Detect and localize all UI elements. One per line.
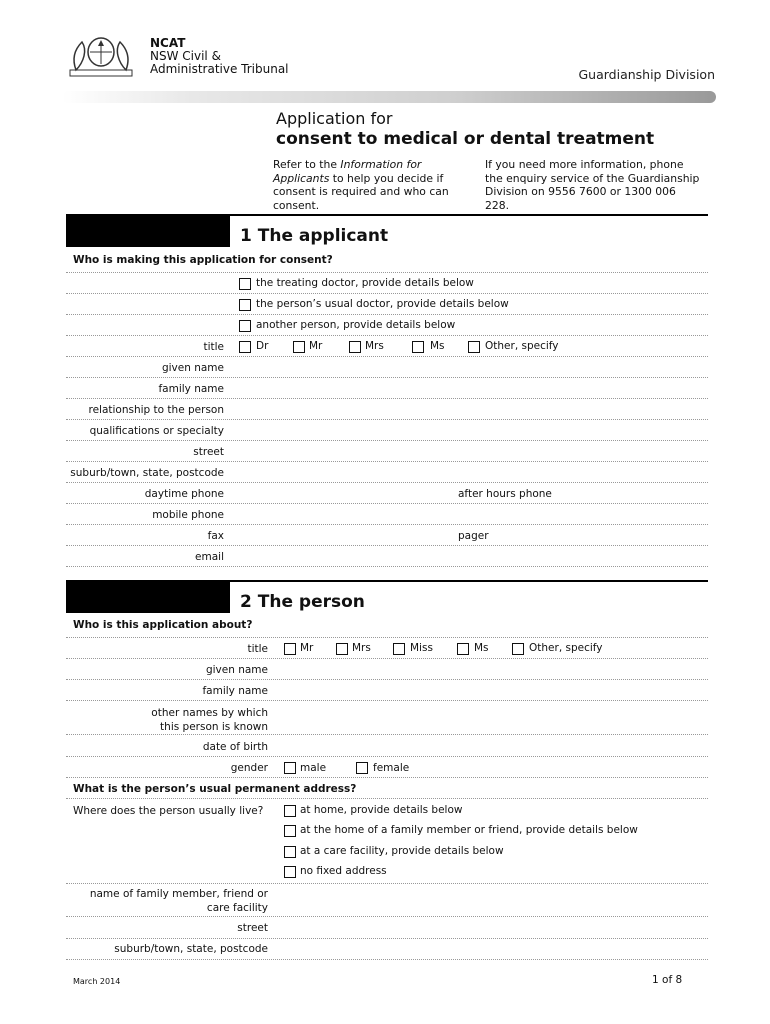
after-hours-phone-label: after hours phone (458, 488, 552, 500)
org-line3: Administrative Tribunal (150, 62, 289, 76)
option-usual-doctor-checkbox[interactable] (239, 299, 251, 311)
field-label: gender (230, 762, 268, 774)
refer-post: to help you decide if consent is required and who can consent. (273, 171, 449, 212)
row-title (66, 335, 708, 357)
title-option-label: Dr (256, 340, 269, 352)
gender-option-label: female (373, 762, 410, 774)
section2-title: 2 The person (240, 592, 365, 612)
org-name (150, 37, 289, 76)
pager-label: pager (458, 530, 489, 542)
live-at-home-checkbox[interactable] (284, 805, 296, 817)
gender-male-checkbox[interactable] (284, 762, 296, 774)
doc-title-line2: consent to medical or dental treatment (276, 129, 655, 149)
live-option-label: no fixed address (300, 865, 387, 877)
field-label: family name (158, 383, 224, 395)
row-person-given-name[interactable] (66, 658, 708, 680)
title-option-label: Miss (410, 642, 433, 654)
gender-female-checkbox[interactable] (356, 762, 368, 774)
title-option-label: Ms (430, 340, 445, 352)
row-other-names[interactable] (66, 700, 708, 735)
person-title-mrs-checkbox[interactable] (336, 643, 348, 655)
nsw-crest-logo (66, 30, 136, 80)
row-street[interactable] (66, 440, 708, 462)
section1-marker (66, 214, 230, 247)
gender-option-label: male (300, 762, 327, 774)
other-names-line2: this person is known (160, 721, 268, 733)
row-person-suburb[interactable] (66, 938, 708, 960)
title-label: title (203, 341, 224, 353)
row-person-title (66, 637, 708, 659)
field-label: qualifications or specialty (89, 425, 224, 437)
title-ms-checkbox[interactable] (412, 341, 424, 353)
field-label: mobile phone (152, 509, 224, 521)
refer-pre: Refer to the (273, 158, 341, 171)
row-q2 (66, 616, 708, 638)
refer-italic: Information for Applicants (273, 158, 422, 185)
field-label: fax (207, 530, 224, 542)
row-fax[interactable] (66, 524, 708, 546)
footer-date: March 2014 (73, 977, 121, 986)
field-label: email (195, 551, 224, 563)
field-label (151, 706, 268, 734)
field-label: family name (202, 685, 268, 697)
option-label: another person, provide details below (256, 319, 456, 331)
page-number: 1 of 8 (652, 974, 683, 986)
field-label: street (237, 922, 268, 934)
row-given-name[interactable] (66, 356, 708, 378)
live-option-label: at home, provide details below (300, 804, 463, 816)
title-mr-checkbox[interactable] (293, 341, 305, 353)
field-label: daytime phone (144, 488, 224, 500)
row-qualifications[interactable] (66, 419, 708, 441)
field-label: date of birth (202, 741, 268, 753)
title-label: title (247, 643, 268, 655)
row-option-2 (66, 293, 708, 315)
row-relationship[interactable] (66, 398, 708, 420)
section1-title: 1 The applicant (240, 226, 389, 246)
facility-line1: name of family member, friend or (89, 888, 268, 900)
row-mobile-phone[interactable] (66, 503, 708, 525)
row-family-name[interactable] (66, 377, 708, 399)
row-gender (66, 756, 708, 778)
field-label: given name (205, 664, 268, 676)
option-label: the treating doctor, provide details below (256, 277, 474, 289)
person-title-other-checkbox[interactable] (512, 643, 524, 655)
title-option-label: Ms (474, 642, 489, 654)
field-label: given name (161, 362, 224, 374)
live-options-block (66, 798, 708, 884)
live-option-label: at a care facility, provide details below (300, 845, 504, 857)
person-title-ms-checkbox[interactable] (457, 643, 469, 655)
row-facility-name[interactable] (66, 884, 708, 917)
title-option-label: Other, specify (529, 642, 603, 654)
org-short: NCAT (150, 36, 186, 50)
person-title-mr-checkbox[interactable] (284, 643, 296, 655)
option-label: the person’s usual doctor, provide details below (256, 298, 509, 310)
row-q1 (66, 251, 708, 273)
field-label: relationship to the person (88, 404, 224, 416)
section2-question: Who is this application about? (73, 619, 253, 631)
row-dob[interactable] (66, 735, 708, 757)
refer-text (273, 158, 463, 212)
title-option-label: Mrs (365, 340, 384, 352)
org-line2: NSW Civil & (150, 49, 221, 63)
field-label (90, 887, 268, 915)
more-info-text: If you need more information, phone the enquiry service of the Guardianship Division on 9556 7600 or 1300 006 228. (485, 158, 700, 212)
other-names-line1: other names by which (151, 707, 268, 719)
section1-question: Who is making this application for consent? (73, 254, 333, 266)
field-label: suburb/town, state, postcode (114, 943, 268, 955)
row-person-family-name[interactable] (66, 679, 708, 701)
row-email[interactable] (66, 545, 708, 567)
address-question: What is the person’s usual permanent address? (73, 783, 357, 795)
live-option-label: at the home of a family member or friend, provide details below (300, 824, 638, 836)
person-title-miss-checkbox[interactable] (393, 643, 405, 655)
field-label: suburb/town, state, postcode (70, 467, 224, 479)
option-treating-doctor-checkbox[interactable] (239, 278, 251, 290)
facility-line2: care facility (206, 902, 268, 914)
row-person-street[interactable] (66, 917, 708, 939)
row-option-3 (66, 314, 708, 336)
title-option-label: Mr (300, 642, 314, 654)
title-option-label: Mrs (352, 642, 371, 654)
doc-title-line1: Application for (276, 109, 393, 128)
division-name: Guardianship Division (578, 67, 715, 82)
title-option-label: Mr (309, 340, 323, 352)
row-daytime-phone[interactable] (66, 482, 708, 504)
title-other-checkbox[interactable] (468, 341, 480, 353)
section2-marker (66, 580, 230, 613)
field-label: street (193, 446, 224, 458)
title-dr-checkbox[interactable] (239, 341, 251, 353)
option-another-person-checkbox[interactable] (239, 320, 251, 332)
row-address-question (66, 777, 708, 799)
row-option-1 (66, 272, 708, 294)
live-family-home-checkbox[interactable] (284, 825, 296, 837)
live-care-facility-checkbox[interactable] (284, 846, 296, 858)
title-option-label: Other, specify (485, 340, 559, 352)
where-lives-label: Where does the person usually live? (73, 805, 264, 817)
title-mrs-checkbox[interactable] (349, 341, 361, 353)
header-banner (62, 91, 716, 103)
live-no-fixed-address-checkbox[interactable] (284, 866, 296, 878)
row-suburb[interactable] (66, 461, 708, 483)
